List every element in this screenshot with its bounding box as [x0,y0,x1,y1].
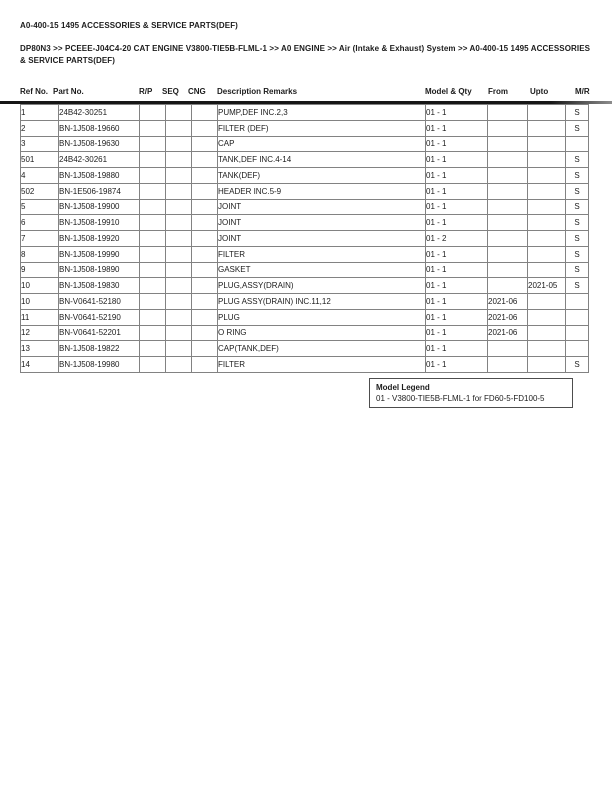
cell-part-no: BN-1J508-19880 [59,168,140,184]
cell-cng [192,341,218,357]
cell-model-qty: 01 - 1 [426,309,488,325]
cell-model-qty: 01 - 1 [426,120,488,136]
cell-from [488,341,528,357]
table-row [21,278,589,294]
cell-part-no: BN-1J508-19660 [59,120,140,136]
cell-mr: S [566,199,589,215]
column-header-part-no: Part No. [53,87,84,96]
cell-rp [140,357,166,373]
cell-from [488,183,528,199]
cell-upto: 2021-05 [528,278,566,294]
cell-rp [140,136,166,152]
cell-mr [566,341,589,357]
cell-upto [528,231,566,247]
table-row [21,105,589,121]
cell-part-no: BN-1J508-19900 [59,199,140,215]
cell-ref-no: 11 [21,309,59,325]
cell-ref-no: 1 [21,105,59,121]
cell-rp [140,168,166,184]
cell-cng [192,357,218,373]
cell-upto [528,136,566,152]
cell-rp [140,152,166,168]
cell-ref-no: 6 [21,215,59,231]
cell-mr [566,136,589,152]
cell-part-no: 24B42-30261 [59,152,140,168]
cell-cng [192,231,218,247]
table-row [21,246,589,262]
cell-seq [166,246,192,262]
cell-ref-no: 5 [21,199,59,215]
cell-description: FILTER (DEF) [218,120,426,136]
cell-description: HEADER INC.5-9 [218,183,426,199]
cell-ref-no: 2 [21,120,59,136]
column-header-upto: Upto [530,87,549,96]
cell-seq [166,294,192,310]
cell-seq [166,341,192,357]
cell-seq [166,231,192,247]
cell-ref-no: 3 [21,136,59,152]
cell-cng [192,199,218,215]
cell-part-no: BN-1J508-19980 [59,357,140,373]
cell-description: TANK(DEF) [218,168,426,184]
cell-description: JOINT [218,231,426,247]
cell-ref-no: 14 [21,357,59,373]
cell-cng [192,309,218,325]
cell-seq [166,136,192,152]
cell-part-no: BN-V0641-52180 [59,294,140,310]
cell-model-qty: 01 - 1 [426,294,488,310]
table-row [21,183,589,199]
column-header-model-qty: Model & Qty [425,87,472,96]
cell-from [488,246,528,262]
column-header-description: Description Remarks [217,87,298,96]
cell-rp [140,262,166,278]
cell-rp [140,309,166,325]
cell-seq [166,309,192,325]
cell-cng [192,262,218,278]
cell-from [488,262,528,278]
cell-rp [140,231,166,247]
parts-table [20,104,589,373]
cell-from [488,152,528,168]
table-header-row [0,87,612,99]
cell-from [488,105,528,121]
model-legend-entry: 01 - V3800-TIE5B-FLML-1 for FD60-5-FD100-5 [376,394,545,403]
cell-part-no: BN-1J508-19920 [59,231,140,247]
table-row [21,215,589,231]
cell-model-qty: 01 - 1 [426,215,488,231]
cell-ref-no: 10 [21,278,59,294]
cell-cng [192,325,218,341]
table-row [21,136,589,152]
cell-cng [192,105,218,121]
cell-ref-no: 10 [21,294,59,310]
cell-part-no: BN-1J508-19822 [59,341,140,357]
cell-part-no: BN-V0641-52201 [59,325,140,341]
cell-seq [166,357,192,373]
cell-upto [528,294,566,310]
cell-description: PUMP,DEF INC.2,3 [218,105,426,121]
cell-seq [166,262,192,278]
cell-rp [140,199,166,215]
cell-upto [528,152,566,168]
cell-ref-no: 9 [21,262,59,278]
parts-table-body [21,105,589,373]
column-header-seq: SEQ [162,87,179,96]
page-title: A0-400-15 1495 ACCESSORIES & SERVICE PARTS(DEF) [20,21,238,30]
cell-model-qty: 01 - 1 [426,246,488,262]
table-row [21,152,589,168]
cell-upto [528,341,566,357]
cell-upto [528,357,566,373]
cell-cng [192,278,218,294]
cell-from [488,120,528,136]
table-row [21,357,589,373]
cell-model-qty: 01 - 1 [426,136,488,152]
cell-rp [140,215,166,231]
model-legend-box [369,378,573,408]
header-divider-bar [0,101,612,104]
cell-rp [140,325,166,341]
column-header-cng: CNG [188,87,206,96]
cell-from [488,168,528,184]
cell-ref-no: 13 [21,341,59,357]
cell-from [488,231,528,247]
cell-seq [166,152,192,168]
cell-rp [140,278,166,294]
cell-upto [528,246,566,262]
cell-description: JOINT [218,199,426,215]
table-row [21,325,589,341]
cell-model-qty: 01 - 1 [426,199,488,215]
cell-model-qty: 01 - 1 [426,183,488,199]
cell-rp [140,183,166,199]
cell-mr: S [566,168,589,184]
cell-ref-no: 4 [21,168,59,184]
cell-upto [528,120,566,136]
cell-from: 2021-06 [488,309,528,325]
table-row [21,262,589,278]
cell-ref-no: 12 [21,325,59,341]
cell-part-no: BN-1J508-19890 [59,262,140,278]
table-row [21,199,589,215]
cell-description: PLUG,ASSY(DRAIN) [218,278,426,294]
cell-cng [192,215,218,231]
cell-rp [140,105,166,121]
cell-cng [192,152,218,168]
cell-ref-no: 501 [21,152,59,168]
cell-part-no: BN-1J508-19830 [59,278,140,294]
cell-description: GASKET [218,262,426,278]
cell-from: 2021-06 [488,294,528,310]
cell-ref-no: 7 [21,231,59,247]
cell-seq [166,278,192,294]
cell-upto [528,199,566,215]
cell-from [488,136,528,152]
cell-mr: S [566,262,589,278]
cell-seq [166,168,192,184]
cell-mr: S [566,120,589,136]
cell-model-qty: 01 - 1 [426,262,488,278]
cell-model-qty: 01 - 1 [426,278,488,294]
cell-cng [192,294,218,310]
cell-rp [140,341,166,357]
cell-upto [528,215,566,231]
cell-description: PLUG ASSY(DRAIN) INC.11,12 [218,294,426,310]
cell-description: CAP [218,136,426,152]
cell-model-qty: 01 - 1 [426,168,488,184]
cell-rp [140,120,166,136]
breadcrumb: DP80N3 >> PCEEE-J04C4-20 CAT ENGINE V3800-TIE5B-FLML-1 >> A0 ENGINE >> Air (Intake & Exhaust) System >> A0-400-15 1495 ACCESSORIES & SERVICE PARTS(DEF) [20,44,591,65]
cell-from [488,215,528,231]
cell-rp [140,246,166,262]
cell-upto [528,309,566,325]
cell-part-no: BN-V0641-52190 [59,309,140,325]
cell-description: TANK,DEF INC.4-14 [218,152,426,168]
cell-description: CAP(TANK,DEF) [218,341,426,357]
cell-description: PLUG [218,309,426,325]
cell-description: O RING [218,325,426,341]
table-row [21,120,589,136]
cell-upto [528,183,566,199]
cell-rp [140,294,166,310]
cell-mr: S [566,357,589,373]
cell-from [488,357,528,373]
cell-mr: S [566,246,589,262]
cell-model-qty: 01 - 1 [426,152,488,168]
cell-model-qty: 01 - 1 [426,325,488,341]
column-header-mr: M/R [575,87,590,96]
cell-upto [528,168,566,184]
cell-cng [192,183,218,199]
cell-part-no: BN-1J508-19990 [59,246,140,262]
cell-cng [192,168,218,184]
table-row [21,341,589,357]
cell-seq [166,105,192,121]
cell-mr: S [566,231,589,247]
cell-model-qty: 01 - 1 [426,341,488,357]
cell-description: FILTER [218,357,426,373]
column-header-rp: R/P [139,87,153,96]
cell-cng [192,120,218,136]
cell-mr: S [566,183,589,199]
cell-mr: S [566,215,589,231]
cell-cng [192,246,218,262]
cell-cng [192,136,218,152]
cell-part-no: BN-1J508-19910 [59,215,140,231]
cell-mr: S [566,105,589,121]
model-legend-title: Model Legend [376,383,430,392]
cell-seq [166,183,192,199]
cell-model-qty: 01 - 2 [426,231,488,247]
cell-seq [166,215,192,231]
cell-mr [566,294,589,310]
column-header-from: From [488,87,508,96]
column-header-ref-no: Ref No. [20,87,48,96]
table-row [21,309,589,325]
cell-mr: S [566,278,589,294]
cell-ref-no: 502 [21,183,59,199]
cell-upto [528,325,566,341]
cell-from [488,278,528,294]
cell-ref-no: 8 [21,246,59,262]
cell-seq [166,325,192,341]
cell-mr [566,325,589,341]
cell-model-qty: 01 - 1 [426,357,488,373]
cell-part-no: BN-1E506-19874 [59,183,140,199]
cell-from: 2021-06 [488,325,528,341]
cell-from [488,199,528,215]
cell-part-no: 24B42-30251 [59,105,140,121]
cell-seq [166,120,192,136]
cell-mr [566,309,589,325]
cell-part-no: BN-1J508-19630 [59,136,140,152]
cell-mr: S [566,152,589,168]
table-row [21,231,589,247]
cell-upto [528,105,566,121]
cell-description: FILTER [218,246,426,262]
cell-description: JOINT [218,215,426,231]
cell-seq [166,199,192,215]
cell-upto [528,262,566,278]
table-row [21,294,589,310]
table-row [21,168,589,184]
cell-model-qty: 01 - 1 [426,105,488,121]
